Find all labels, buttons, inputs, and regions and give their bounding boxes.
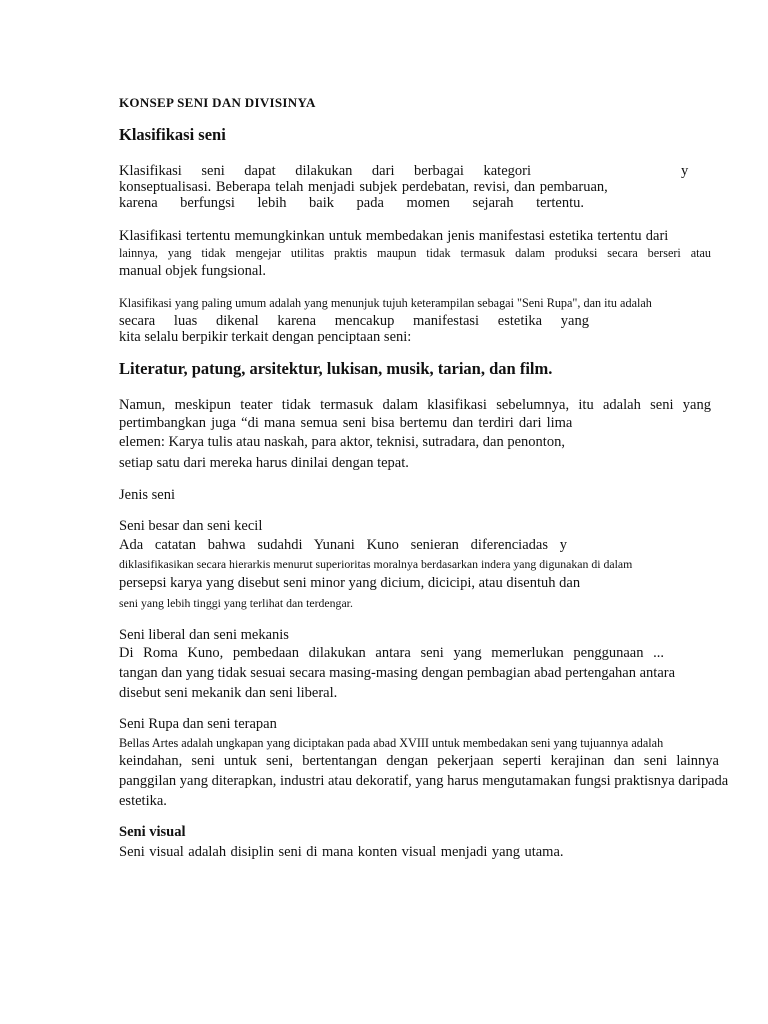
p1-line-3: karena berfungsi lebih baik pada momen sejarah tertentu. bbox=[119, 195, 584, 211]
s2-heading: Seni liberal dan seni mekanis bbox=[119, 627, 289, 643]
s2-line-2: tangan dan yang tidak sesuai secara masing-masing dengan pembagian abad pertengahan antara bbox=[119, 665, 676, 681]
p3-line-3: kita selalu berpikir terkait dengan penciptaan seni: bbox=[119, 329, 412, 345]
s2-line-1: Di Roma Kuno, pembedaan dilakukan antara seni yang memerlukan penggunaan ... bbox=[119, 645, 664, 661]
s2-line-3: disebut seni mekanik dan seni liberal. bbox=[119, 685, 338, 701]
s3-line-1: Bellas Artes adalah ungkapan yang diciptakan pada abad XVIII untuk membedakan seni yang tujuannya adalah bbox=[119, 736, 664, 750]
p3-line-2: secara luas dikenal karena mencakup manifestasi estetika yang bbox=[119, 313, 589, 329]
s1-line-1: Ada catatan bahwa sudahdi Yunani Kuno senieran diferenciadas y bbox=[119, 537, 567, 553]
p1-line-1-tail: y bbox=[681, 163, 689, 179]
p2-line-2: lainnya, yang tidak mengejar utilitas praktis maupun tidak termasuk dalam produksi secara berseri atau bbox=[119, 246, 711, 260]
s3-line-2: keindahan, seni untuk seni, bertentangan dengan pekerjaan seperti kerajinan dan seni lainnya bbox=[119, 753, 719, 769]
p4-line-3: elemen: Karya tulis atau naskah, para aktor, teknisi, sutradara, dan penonton, bbox=[119, 434, 565, 450]
heading-klasifikasi-seni: Klasifikasi seni bbox=[119, 125, 226, 144]
p4-line-4: setiap satu dari mereka harus dinilai dengan tepat. bbox=[119, 455, 409, 471]
arts-list: Literatur, patung, arsitektur, lukisan, musik, tarian, dan film. bbox=[119, 359, 553, 378]
p2-line-1: Klasifikasi tertentu memungkinkan untuk membedakan jenis manifestasi estetika tertentu dari bbox=[119, 228, 669, 244]
s3-line-3: panggilan yang diterapkan, industri atau dekoratif, yang harus mengutamakan fungsi praktisnya daripada bbox=[119, 773, 729, 789]
p1-line-1: Klasifikasi seni dapat dilakukan dari berbagai kategori bbox=[119, 163, 531, 179]
p4-line-2: pertimbangkan juga “di mana semua seni bisa bertemu dan terdiri dari lima bbox=[119, 415, 573, 431]
s3-line-4: estetika. bbox=[119, 793, 167, 809]
p4-line-1: Namun, meskipun teater tidak termasuk dalam klasifikasi sebelumnya, itu adalah seni yang bbox=[119, 397, 711, 413]
s3-heading: Seni Rupa dan seni terapan bbox=[119, 716, 277, 732]
p1-line-2: konseptualisasi. Beberapa telah menjadi subjek perdebatan, revisi, dan pembaruan, bbox=[119, 179, 608, 195]
s1-line-3: persepsi karya yang disebut seni minor yang dicium, dicicipi, atau disentuh dan bbox=[119, 575, 581, 591]
s4-heading: Seni visual bbox=[119, 824, 186, 840]
document-title: KONSEP SENI DAN DIVISINYA bbox=[119, 95, 316, 110]
jenis-seni-label: Jenis seni bbox=[119, 487, 175, 503]
p3-line-1: Klasifikasi yang paling umum adalah yang menunjuk tujuh keterampilan sebagai "Seni Rupa", dan itu adalah bbox=[119, 296, 652, 310]
s1-line-4: seni yang lebih tinggi yang terlihat dan terdengar. bbox=[119, 596, 353, 610]
p2-line-3: manual objek fungsional. bbox=[119, 263, 266, 279]
s1-line-2: diklasifikasikan secara hierarkis menurut superioritas moralnya berdasarkan indera yang digunakan di dalam bbox=[119, 557, 633, 571]
s4-line-1: Seni visual adalah disiplin seni di mana konten visual menjadi yang utama. bbox=[119, 844, 564, 860]
s1-heading: Seni besar dan seni kecil bbox=[119, 518, 263, 534]
